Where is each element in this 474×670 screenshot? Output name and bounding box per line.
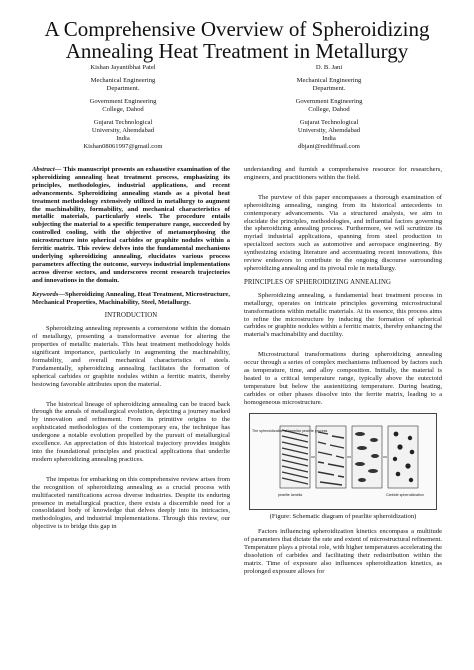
author-university-2: University, Ahemdabad [297, 127, 361, 134]
author-block-1 [38, 64, 208, 151]
keywords [32, 291, 230, 307]
section-heading-introduction: INTRODUCTION [104, 312, 158, 320]
section-heading-principles: PRINCIPLES OF SPHEROIDIZING ANNEALING [244, 278, 392, 286]
author-email[interactable]: Kishan08061997@gmail.com [83, 143, 163, 150]
author-country: India [322, 135, 336, 142]
abstract-label: Abstract— [32, 166, 62, 173]
right-paragraph-2: The purview of this paper encompasses a thorough examination of spheroidizing annealing, ranging from its historical antecedents to contemporary advancements. Via a structured analysis, we aim to elucidate the principles, methodologies, and influential factors governing the spheroidizing annealing process. Furthermore, we will scrutinize its myriad industrial applications, spanning from steel production to specialized sectors such as automotive and aerospace engineering. By synthesizing existing literature and accentuating recent innovations, this review endeavors to contribute to the ongoing discourse surrounding spheroidizing annealing and its pivotal role in metallurgy. [244, 193, 442, 272]
right-paragraph-4: Microstructural transformations during spheroidizing annealing occur through a series of complex mechanisms influenced by factors such as temperature, time, and alloy composition. Initially, the material is heated to a critical temperature range, typically above the eutectoid temperature but below the austenitizing temperature. During heating, carbides or other phases dissolve into the ferrite matrix, leading to a homogeneous microstructure. [244, 351, 442, 406]
author-email[interactable]: dbjani@rediffmail.com [298, 143, 360, 150]
pearlite-spheroidization-figure [249, 413, 437, 510]
author-university: Gujarat Technological [299, 119, 359, 126]
stage-fragmenting [316, 426, 346, 488]
author-department: Mechanical Engineering [296, 77, 362, 84]
author-country: India [116, 135, 130, 142]
figure-label-process: The spheroidization of lamellar pearlite process [252, 428, 328, 433]
author-block-2 [244, 64, 414, 151]
author-department-2: Department. [312, 85, 346, 92]
stage-coarsening [352, 426, 382, 488]
intro-paragraph-3: The impetus for embarking on this comprehensive review arises from the recognition of spheroidizing annealing as a crucial process with multifaceted ramifications across diverse industries. Despite its enduring presence in metallurgical practice, there exists a discernible need for a consolidated body of knowledge that delves deeply into its intricacies, methodologies, and industrial implementations. Through this review, our objective is to bridge this gap in [32, 475, 230, 531]
stage-lamellar [280, 426, 310, 488]
author-college-2: College, Dahod [102, 106, 144, 113]
author-university-2: University, Ahemdabad [91, 127, 155, 134]
figure-label-pearlite: pearlite lamella [278, 492, 303, 497]
author-name: Kishan Jayantibhai Patel [90, 64, 156, 71]
keywords-label: Keywords— [32, 290, 65, 298]
right-paragraph-1: understanding and furnish a comprehensive resource for researchers, engineers, and practitioners within the field. [244, 166, 442, 181]
right-column [244, 166, 442, 582]
abstract-text: This manuscript presents an exhaustive examination of the spheroidizing annealing heat treatment process, emphasizing its principles, methodologies, industrial applications, and recent advancements. Spheroidizing annealing stands as a pivotal heat treatment methodology extensively utilized in metallurgy to augment the machinability, formability, and mechanical characteristics of metallic materials, particularly steels. The procedure entails subjecting the material to a specific temperature range, succeeded by controlled cooling, with the objective of metamorphosing the microstructure into spherical carbides or graphite nodules within a ferritic matrix. This review delves into the fundamental mechanisms underlying spheroidizing annealing, elucidates various process parameters affecting the outcome, surveys industrial implementations across diverse sectors, and underscores recent research trajectories and innovations in the domain. [32, 166, 230, 284]
figure-label-carbide: Carbide spheroidization [386, 492, 424, 497]
left-column [32, 166, 230, 537]
title-line-2: Annealing Heat Treatment in Metallurgy [65, 39, 409, 63]
intro-paragraph-1: Spheroidizing annealing represents a cornerstone within the domain of metallurgy, presenting a transformative avenue for altering the properties of metallic materials. This heat treatment methodology holds significant importance, particularly in augmenting the machinability, formability, and overall mechanical characteristics of steels. Fundamentally, spheroidizing annealing facilitates the formation of spherical carbides or graphite nodules within a ferritic matrix, thereby bestowing favorable attributes upon the material. [32, 325, 230, 388]
right-paragraph-5: Factors influencing spheroidization kinetics encompass a multitude of parameters that dictate the rate and extent of microstructural refinement. Temperature plays a pivotal role, with higher temperatures accelerating the dissolution of carbides and facilitating their redistribution within the matrix. Time of exposure also influences spheroidization kinetics, as prolonged exposure allows for [244, 528, 442, 575]
author-college-2: College, Dahod [308, 106, 350, 113]
author-name: D. B. Jani [315, 64, 343, 71]
figure-drawing [250, 414, 436, 509]
abstract [32, 166, 230, 285]
author-university: Gujarat Technological [93, 119, 153, 126]
figure-caption: (Figure: Schematic diagram of pearlite spheroidization) [269, 512, 417, 520]
title-line-1: A Comprehensive Overview of Spheroidizing [44, 17, 430, 41]
intro-paragraph-2: The historical lineage of spheroidizing annealing can be traced back through the annals of metallurgical evolution, depicting a journey marked by innovation and refinement. From its primitive origins to the sophisticated methodologies of the contemporary era, the technique has undergone a notable evolution propelled by the pursuit of metallurgical excellence. An appreciation of this historical trajectory provides insights into the foundational principles and practical applications that underlie modern spheroidizing annealing practices. [32, 400, 230, 463]
paper-title [0, 18, 474, 62]
stage-spheroidized [388, 426, 418, 488]
author-college: Government Engineering [295, 98, 363, 105]
author-college: Government Engineering [89, 98, 157, 105]
right-paragraph-3: Spheroidizing annealing, a fundamental heat treatment process in metallurgy, operates on intricate principles governing microstructural transformations within metallic materials. At its essence, this process aims to refine the microstructure by inducing the formation of spherical carbides or graphite nodules within a ferritic matrix, thereby enhancing the material's machinability and ductility. [244, 291, 442, 339]
keywords-text: Spheroidizing Annealing, Heat Treatment, Microstructure, Mechanical Properties, Machinability, Steel, Metallurgy. [32, 290, 230, 306]
author-department-2: Department. [106, 85, 140, 92]
author-department: Mechanical Engineering [90, 77, 156, 84]
